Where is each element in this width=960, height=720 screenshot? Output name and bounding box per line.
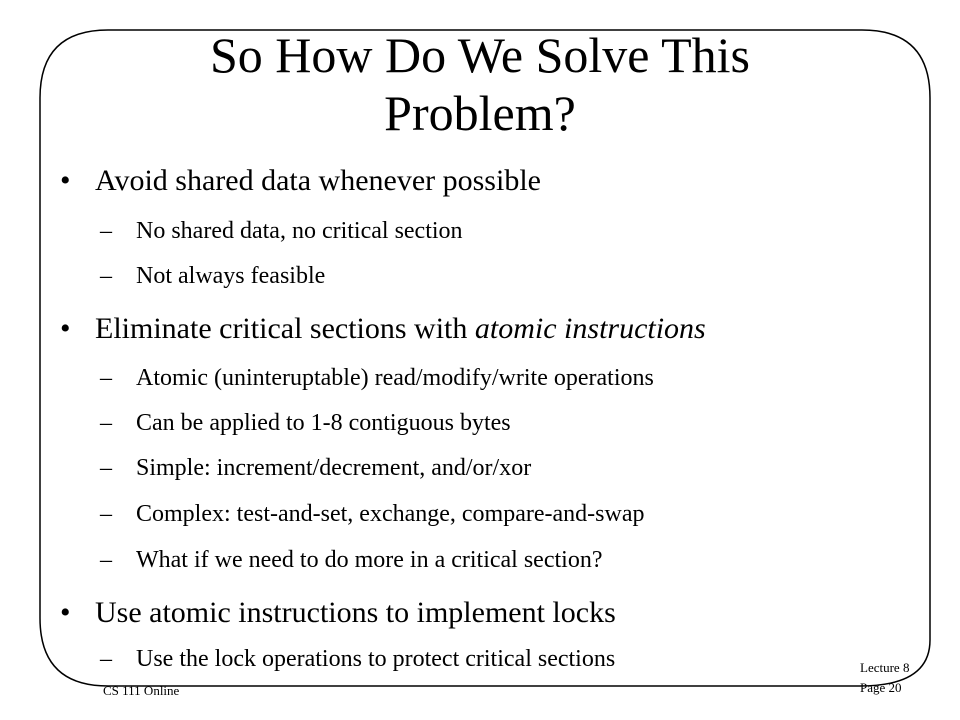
sub-bullet-item	[100, 500, 644, 528]
sub-bullet-dash: –	[100, 263, 112, 289]
sub-bullet-dash: –	[100, 501, 112, 527]
sub-bullet-item	[100, 454, 531, 482]
bullet-text: Use atomic instructions to implement locks	[95, 596, 616, 629]
sub-bullet-text: No shared data, no critical section	[136, 218, 463, 244]
bullet-item	[60, 312, 706, 346]
sub-bullet-text: Simple: increment/decrement, and/or/xor	[136, 455, 532, 481]
footer-lecture-page	[860, 658, 909, 698]
bullet-dot: •	[60, 164, 71, 197]
footer-course: CS 111 Online	[103, 683, 180, 698]
slide-title: So How Do We Solve This Problem?	[210, 27, 750, 141]
sub-bullet-dash: –	[100, 455, 112, 481]
footer-page: Page 20	[860, 680, 902, 695]
sub-bullet-item	[100, 645, 615, 673]
footer-lecture: Lecture 8	[860, 660, 910, 675]
sub-bullet-dash: –	[100, 365, 112, 391]
bullet-item	[60, 164, 541, 198]
sub-bullet-text: Can be applied to 1-8 contiguous bytes	[136, 410, 511, 436]
bullet-dot: •	[60, 596, 71, 629]
sub-bullet-dash: –	[100, 218, 112, 244]
bullet-item	[60, 596, 616, 630]
sub-bullet-item	[100, 217, 463, 245]
sub-bullet-item	[100, 409, 511, 437]
sub-bullet-text: Use the lock operations to protect critical sections	[136, 646, 616, 672]
bullet-text: Avoid shared data whenever possible	[95, 164, 541, 197]
sub-bullet-text: Complex: test-and-set, exchange, compare-and-swap	[136, 501, 645, 527]
sub-bullet-dash: –	[100, 410, 112, 436]
sub-bullet-dash: –	[100, 646, 112, 672]
sub-bullet-item	[100, 262, 325, 290]
bullet-text-italic: atomic instructions	[474, 312, 706, 345]
sub-bullet-text: What if we need to do more in a critical section?	[136, 547, 603, 573]
sub-bullet-text: Atomic (uninteruptable) read/modify/write operations	[136, 365, 654, 391]
bullet-dot: •	[60, 312, 71, 345]
sub-bullet-item	[100, 364, 654, 392]
sub-bullet-text: Not always feasible	[136, 263, 326, 289]
sub-bullet-item	[100, 546, 602, 574]
bullet-text: Eliminate critical sections with	[95, 312, 475, 345]
sub-bullet-dash: –	[100, 547, 112, 573]
